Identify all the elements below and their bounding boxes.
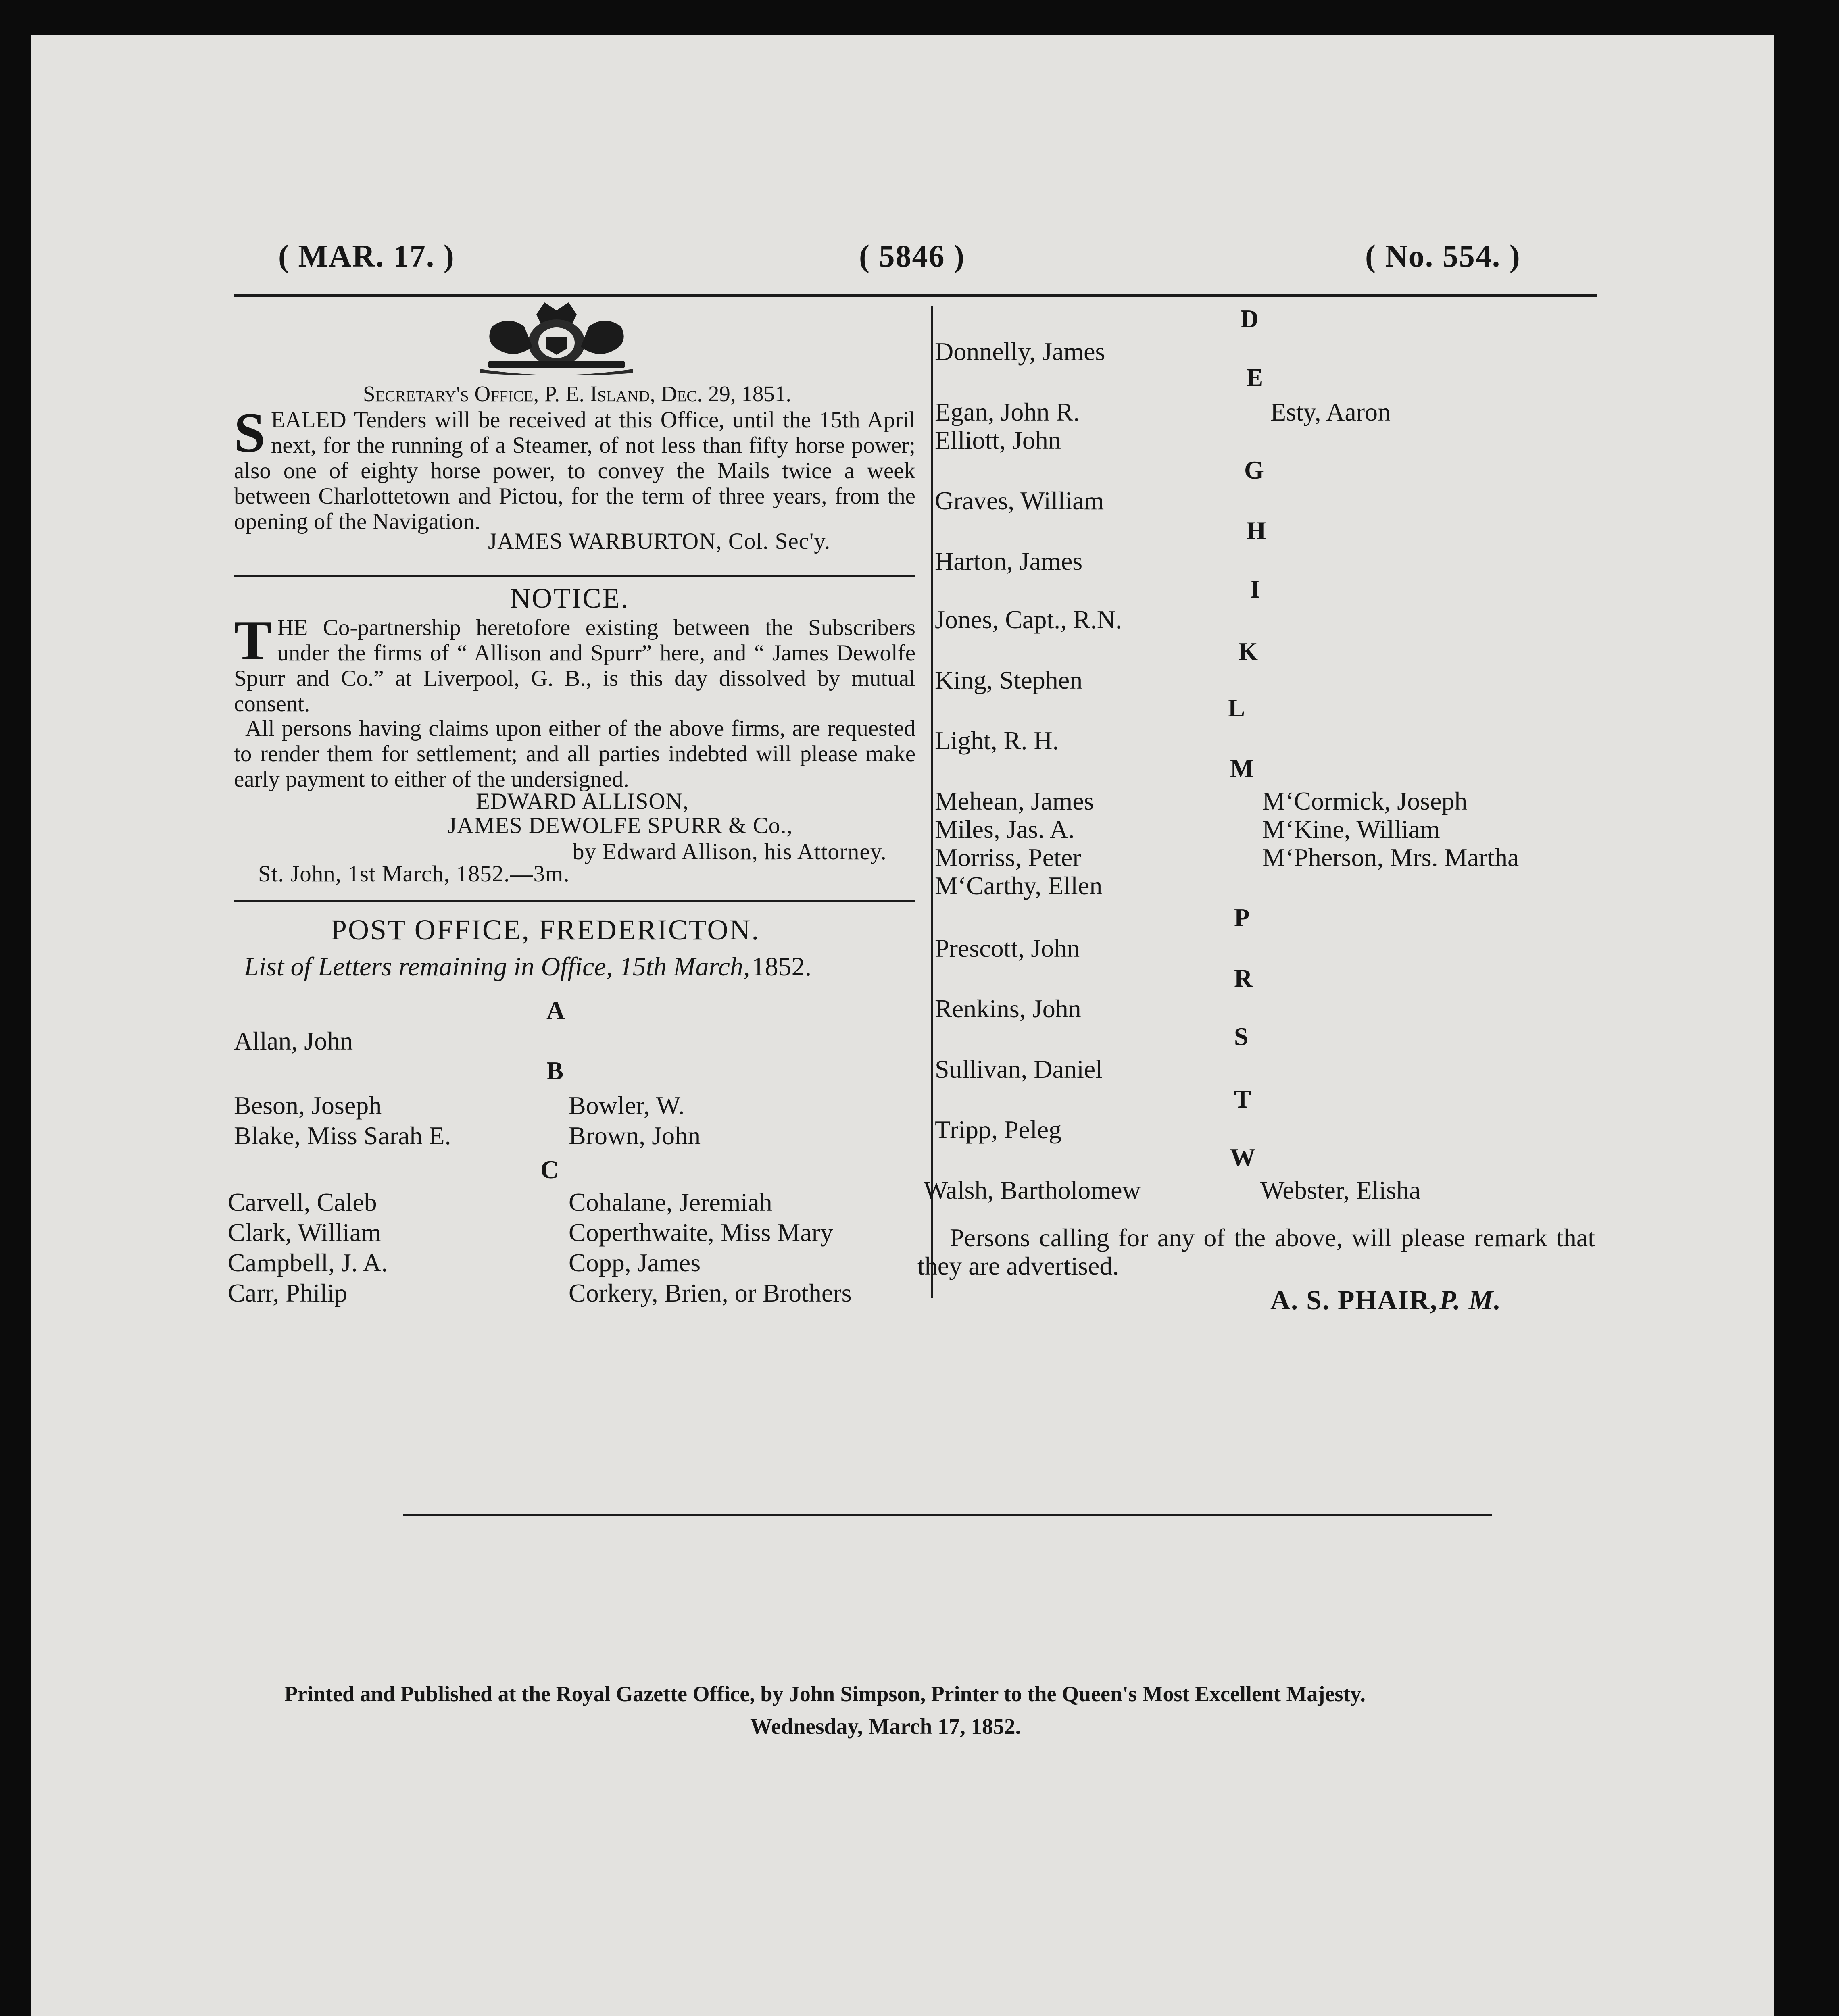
- list-item: Walsh, Bartholomew: [924, 1176, 1141, 1204]
- issue-date: ( MAR. 17. ): [278, 238, 455, 273]
- list-item: Corkery, Brien, or Brothers: [569, 1279, 852, 1307]
- list-item: Elliott, John: [935, 426, 1061, 454]
- tender-dropcap: S: [234, 402, 265, 464]
- postmaster-signature: A. S. PHAIR, P. M.: [1270, 1285, 1502, 1315]
- list-item: Donnelly, James: [935, 337, 1105, 366]
- list-item: Egan, John R.: [935, 398, 1080, 426]
- notice-signature-spurr: JAMES DEWOLFE SPURR & Co.,: [448, 813, 793, 838]
- notice-dropcap: T: [234, 609, 272, 672]
- notice-claims: All persons having claims upon either of the above firms, are requested to render them for settlement; and all parties indebted will please make early payment to either of the undersigned.: [234, 716, 915, 792]
- list-item: Coperthwaite, Miss Mary: [569, 1218, 833, 1247]
- letter-heading-p: P: [1234, 904, 1250, 932]
- list-item: Clark, William: [228, 1218, 382, 1247]
- letter-heading-w: W: [1230, 1143, 1255, 1172]
- letter-heading-r: R: [1234, 964, 1253, 992]
- royal-coat-of-arms-icon: [476, 298, 637, 377]
- list-item: Esty, Aaron: [1270, 398, 1391, 426]
- list-item: Cohalane, Jeremiah: [569, 1188, 772, 1216]
- list-item: Beson, Joseph: [234, 1091, 382, 1120]
- letter-heading-g: G: [1244, 456, 1264, 484]
- list-item: Prescott, John: [935, 934, 1080, 962]
- tender-rule: [234, 575, 915, 577]
- imprint-date: Wednesday, March 17, 1852.: [750, 1714, 1021, 1739]
- list-item: Graves, William: [935, 486, 1104, 515]
- tender-body: EALED Tenders will be received at this Office, until the 15th April next, for the running of a Steamer, of not less than fifty horse power; also one of eighty horse power, to convey the Mails twice a week between Charlottetown and Pictou, for the term of three years, from the opening of the Navigation.: [234, 407, 915, 534]
- notice-signature-attorney: by Edward Allison, his Attorney.: [573, 839, 887, 864]
- imprint-line: Printed and Published at the Royal Gazette Office, by John Simpson, Printer to the Queen's Most Excellent Majesty.: [284, 1682, 1366, 1706]
- list-item: Allan, John: [234, 1027, 353, 1055]
- list-item: Jones, Capt., R.N.: [935, 605, 1122, 634]
- list-item: Sullivan, Daniel: [935, 1055, 1103, 1083]
- letter-heading-k: K: [1238, 637, 1258, 666]
- letter-heading-e: E: [1246, 363, 1264, 392]
- tender-dateline: Secretary's Office, P. E. Island, Dec. 29, 1851.: [363, 381, 792, 406]
- list-item: Campbell, J. A.: [228, 1248, 388, 1277]
- letter-heading-s: S: [1234, 1023, 1249, 1051]
- list-item: Morriss, Peter: [935, 843, 1081, 872]
- list-item: Brown, John: [569, 1121, 701, 1150]
- letter-heading-l: L: [1228, 694, 1245, 722]
- letter-heading-h: H: [1246, 516, 1266, 545]
- post-office-subtitle: List of Letters remaining in Office, 15th March, 1852.: [244, 952, 812, 981]
- list-item: Tripp, Peleg: [935, 1115, 1062, 1144]
- list-item: Harton, James: [935, 547, 1083, 575]
- letter-heading-i: I: [1250, 575, 1260, 603]
- letter-heading-b: B: [546, 1057, 564, 1085]
- notice-title: NOTICE.: [510, 583, 630, 614]
- letter-heading-a: A: [546, 996, 565, 1025]
- list-item: Bowler, W.: [569, 1091, 685, 1120]
- letter-heading-c: C: [540, 1156, 559, 1184]
- notice-signature-allison: EDWARD ALLISON,: [476, 789, 689, 814]
- column-divider: [931, 306, 933, 1298]
- notice-body: [234, 609, 915, 716]
- notice-rule: [234, 900, 915, 902]
- letter-heading-m: M: [1230, 754, 1254, 783]
- letter-heading-t: T: [1234, 1085, 1251, 1113]
- list-item: Carvell, Caleb: [228, 1188, 377, 1216]
- header-rule: [234, 294, 1597, 297]
- list-item: Mehean, James: [935, 787, 1094, 815]
- list-item: M‘Pherson, Mrs. Martha: [1262, 843, 1519, 872]
- notice-dateline: St. John, 1st March, 1852.—3m.: [258, 861, 570, 887]
- list-item: M‘Carthy, Ellen: [935, 871, 1103, 900]
- tender-signature: JAMES WARBURTON, Col. Sec'y.: [488, 529, 831, 554]
- list-item: Copp, James: [569, 1248, 701, 1277]
- list-item: M‘Cormick, Joseph: [1262, 787, 1468, 815]
- list-item: Carr, Philip: [228, 1279, 348, 1307]
- list-item: Renkins, John: [935, 994, 1081, 1023]
- page-bottom-rule: [403, 1514, 1492, 1516]
- list-item: M‘Kine, William: [1262, 815, 1440, 843]
- issue-number: ( No. 554. ): [1365, 238, 1521, 273]
- list-item: Webster, Elisha: [1260, 1176, 1421, 1204]
- post-office-title: POST OFFICE, FREDERICTON.: [331, 914, 760, 946]
- list-item: Blake, Miss Sarah E.: [234, 1121, 451, 1150]
- tender-notice: [234, 402, 915, 534]
- list-item: Light, R. H.: [935, 726, 1059, 755]
- post-office-closing: Persons calling for any of the above, will please remark that they are advertised.: [917, 1223, 1595, 1280]
- list-item: Miles, Jas. A.: [935, 815, 1075, 843]
- list-item: King, Stephen: [935, 666, 1083, 694]
- page-number: ( 5846 ): [859, 238, 965, 273]
- letter-heading-d: D: [1240, 305, 1259, 333]
- notice-body-text: HE Co-partnership heretofore existing between the Subscribers under the firms of “ Allison and Spurr” here, and “ James Dewolfe Spurr and Co.” at Liverpool, G. B., is this day dissolved by mutual consent.: [234, 615, 915, 716]
